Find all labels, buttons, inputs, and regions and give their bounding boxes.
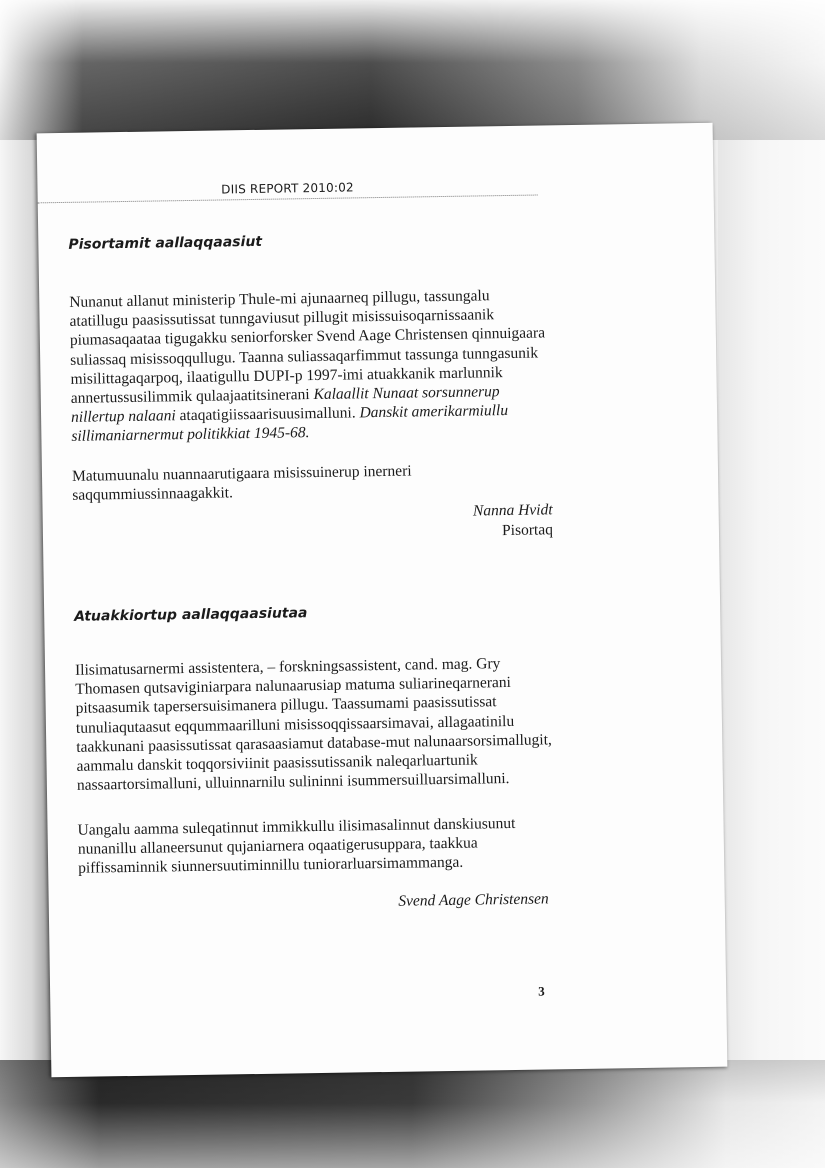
foreword-text-part-1: Nunanut allanut ministerip Thule-mi ajunaarneq pillugu, tassungalu atatillugu paasissutissat tunngaviusut pillugit misissuisoqarnissaanik piumasaqaataa tigugakku seniorforsker Svend Aage Christensen qinnuigaara suliassaq misissoqqullugu. Taanna suliassaqarfimmut tassunga tunngasunik misilittagaqarpoq, ilaatigullu DUPI-p 1997-imi atuakkanik marlunnik annertussusilimmik qulaajaatitsinerani xyxy=(69,287,546,407)
signature-name: Nanna Hvidt xyxy=(472,501,553,520)
preface-signature xyxy=(349,889,549,912)
signature-name: Svend Aage Christensen xyxy=(398,890,549,910)
scan-shadow-top-fade xyxy=(0,0,825,140)
running-head: DIIS REPORT 2010:02 xyxy=(37,178,537,204)
foreword-book-title-1: Kalaallit Nunaat sorsunnerup nillertup nalaani xyxy=(70,383,500,427)
foreword-text-part-2: ataqatigiissaarisuusimalluni. xyxy=(175,404,360,425)
page-number: 3 xyxy=(538,983,545,999)
preface-paragraph-2: Uangalu aamma suleqatinnut immikkullu ilisimasalinnut danskiusunut nunanillu allaneersunut qujaniarnera oqaatigerusuppara, taakkua piffissaminnik siunnersuutiminnillu tuniorarluarsimammanga. xyxy=(77,814,516,878)
foreword-paragraph-2: Matumuunalu nuannaarutigaara misissuinerup inerneri saqqummiussinnaagakkit. xyxy=(71,462,412,505)
foreword-signature xyxy=(352,500,553,543)
section-heading-author-preface: Atuakkiortup aallaqqaasiutaa xyxy=(74,605,308,625)
scan-margin-right xyxy=(718,120,825,1070)
foreword-paragraph-1 xyxy=(69,285,551,446)
preface-paragraph-1: Ilisimatusarnermi assistentera, – forskningsassistent, cand. mag. Gry Thomasen qutsaviginiarpara nalunaarusiap matuma suliarineqarnerani pitsaasumik tapersersuisimanera pillugu. Taassumami paasissutissat tunuliaqutaasut eqqummaarilluni misissoqqissaarsimavai, allagaatinilu taakkunani paasissutissat qarasaasiamut database-mut nalunaarsorsimallugit, aammalu danskit toqqorsiviinit paasissutissanik naleqarluartunik nassaartorsimalluni, ulluinnarnilu sulininni isummersuilluarsimalluni. xyxy=(74,655,552,795)
document-page xyxy=(37,123,728,1078)
foreword-book-title-2: Danskit amerikarmiullu sillimaniarnermut politikkiat 1945-68. xyxy=(71,402,509,446)
scan-shadow-bottom-fade xyxy=(0,1060,825,1168)
section-heading-foreword: Pisortamit aallaqqaasiut xyxy=(68,233,263,253)
signature-role: Pisortaq xyxy=(501,521,554,540)
